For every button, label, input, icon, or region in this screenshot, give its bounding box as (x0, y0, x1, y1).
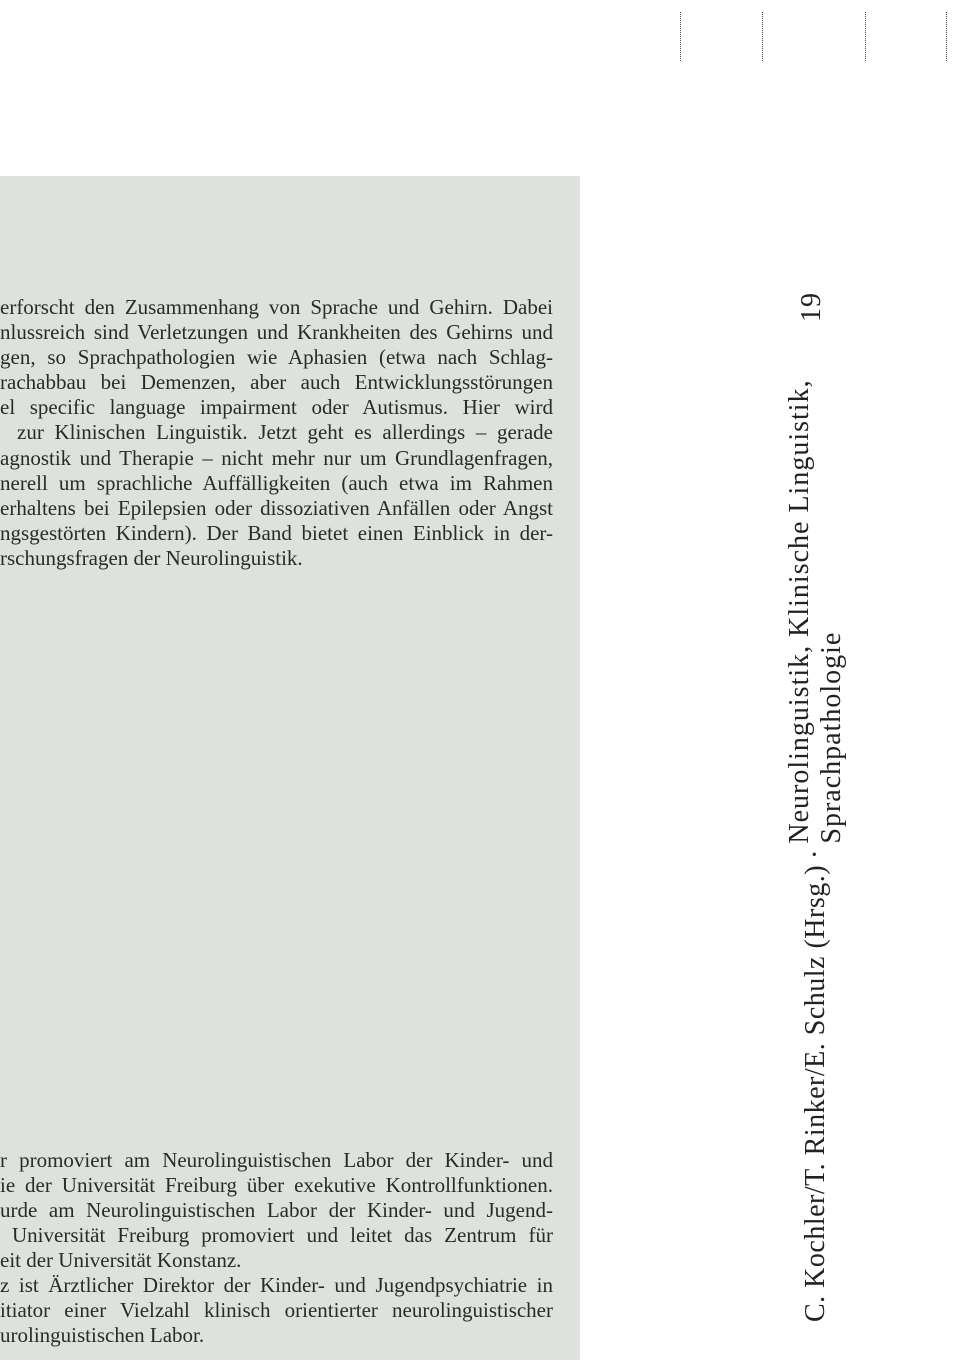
blurb-line: erhaltens bei Epilepsien oder dissoziativen Anfällen oder Angst (0, 495, 553, 520)
spine-separator: · (800, 849, 831, 859)
crop-mark (680, 12, 681, 61)
editors-bio-line: itiator einer Vielzahl klinisch orientierter neurolinguistischer (0, 1298, 553, 1322)
blurb-line: rschungsfragen der Neurolinguistik. (0, 545, 303, 570)
spine-title-line-1: Neurolinguistik, Klinische Linguistik, (784, 379, 815, 844)
editors-bio-line: ie der Universität Freiburg über exekutive Kontrollfunktionen. (0, 1173, 553, 1197)
spine-title-line-2: Sprachpathologie (816, 631, 847, 844)
crop-mark (762, 12, 763, 61)
spine-editors: C. Kochler/T. Rinker/E. Schulz (Hrsg.) (800, 864, 831, 1322)
crop-mark (946, 12, 947, 61)
editors-bio-line: r promoviert am Neurolinguistischen Labor der Kinder- und (0, 1148, 553, 1172)
editors-bio-line: urde am Neurolinguistischen Labor der Kinder- und Jugend- (0, 1198, 553, 1222)
editors-bio-line: z ist Ärztlicher Direktor der Kinder- und Jugendpsychiatrie in (0, 1273, 553, 1297)
editors-bio-text (0, 1148, 553, 1348)
spine-volume-number: 19 (796, 292, 827, 322)
editors-bio-line: eit der Universität Konstanz. (0, 1248, 242, 1272)
crop-mark (865, 12, 866, 61)
blurb-line: nerell um sprachliche Auffälligkeiten (auch etwa im Rahmen (0, 470, 553, 495)
back-cover-panel (0, 176, 580, 1360)
blurb-line: ngsgestörten Kindern). Der Band bietet einen Einblick in der- (0, 520, 553, 545)
blurb-line: zur Klinischen Linguistik. Jetzt geht es allerdings – gerade (17, 420, 553, 445)
blurb-line: erforscht den Zusammenhang von Sprache und Gehirn. Dabei (0, 295, 553, 319)
spine-title (784, 379, 848, 843)
blurb-line: el specific language impairment oder Autismus. Hier wird (0, 395, 553, 420)
blurb-line: gen, so Sprachpathologien wie Aphasien (etwa nach Schlag- (0, 345, 553, 370)
editors-bio-line: Universität Freiburg promoviert und leitet das Zentrum für (12, 1223, 553, 1247)
editors-bio-line: urolinguistischen Labor. (0, 1323, 205, 1347)
spine-text (784, 379, 848, 1322)
blurb-line: nlussreich sind Verletzungen und Krankheiten des Gehirns und (0, 320, 553, 345)
blurb-text (0, 295, 553, 571)
blurb-line: rachabbau bei Demenzen, aber auch Entwicklungsstörungen (0, 370, 553, 395)
blurb-line: agnostik und Therapie – nicht mehr nur um Grundlagenfragen, (0, 445, 553, 470)
